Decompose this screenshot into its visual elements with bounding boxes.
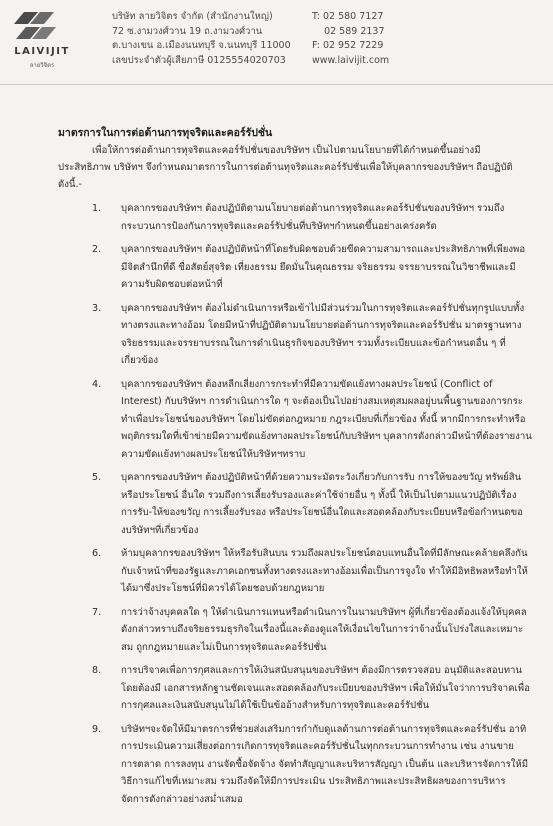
item-number: 2. [92,244,102,255]
item-number: 1. [92,203,102,214]
item-text: ห้ามบุคลากรของบริษัทฯ ให้หรือรับสินบน รวมถึงผลประโยชน์ตอบแทนอื่นใดที่มีลักษณะคล้ายคลึงกันกับเจ้าหน้าที่ของรัฐและภาคเอกชนทั้งทางตรงและทางอ้อมเพื่อเป็นการจูงใจ ทำให้มีอิทธิพลหรือทำให้ได้มาซึ่งประโยชน์ที่มิควรได้โดยชอบด้วยกฎหมาย [121,548,528,594]
logo-mark-icon [14,10,66,46]
tax-id-line: เลขประจำตัวผู้เสียภาษี 0125554020703 [112,54,286,66]
website-link: www.laivijit.com [312,54,390,66]
intro-paragraph: เพื่อให้การต่อต้านการทุจริตและคอร์รัปชั่นของบริษัทฯ เป็นไปตามนโยบายที่ได้กำหนดขึ้นอย่างมีประสิทธิภาพ บริษัทฯ จึงกำหนดมาตรการในการต่อต้านทุจริตและคอร์รัปชั่นเพื่อให้บุคลากรของบริษัทฯ ถือปฏิบัติ ดังนี้.- [58,145,513,190]
item-number: 8. [92,665,102,676]
phone-line: T: 02 580 7127 [312,11,384,22]
list-item [92,662,532,715]
measures-list [92,200,532,808]
item-text: การบริจาคเพื่อการกุศลและการให้เงินสนับสนุนของบริษัทฯ ต้องมีการตรวจสอบ อนุมัติและสอบทาน โดยต้องมี เอกสารหลักฐานชัดเจนและสอดคล้องกับระเบียบของบริษัทฯ เพื่อให้มั่นใจว่าการบริจาคเพื่อการกุศลและเงินสนับสนุนไม่ได้ใช้เป็นข้ออ้างสำหรับการทุจริตและคอร์รัปชั่น [121,665,530,711]
fax-line: F: 02 952 7229 [312,40,384,51]
item-number: 6. [92,548,102,559]
list-item [92,604,532,657]
list-item [92,241,532,294]
document-title: มาตรการในการต่อต้านการทุจริตและคอร์รัปชั่น [58,127,273,139]
list-item [92,300,532,370]
item-number: 4. [92,378,102,390]
logo-name: LAIVIJIT [14,46,70,57]
list-item [92,721,532,809]
item-text: บุคลากรของบริษัทฯ ต้องปฏิบัติตามนโยบายต่อต้านการทุจริตและคอร์รัปชั่นของบริษัทฯ รวมถึงกระบวนการป้องกันการทุจริตและคอร์รัปชั่นที่บริษัทฯกำหนดขึ้นอย่างเคร่งครัด [121,203,505,232]
item-number: 3. [92,302,102,314]
company-address [112,10,291,68]
list-item [92,376,532,464]
phone-line: 02 589 2137 [312,25,385,37]
item-number: 9. [92,723,102,735]
address-line: ต.บางเขน อ.เมืองนนทบุรี จ.นนทบุรี 11000 [112,40,291,51]
item-text: บริษัทฯจะจัดให้มีมาตรการที่ช่วยส่งเสริมการกำกับดูแลด้านการต่อต้านการทุจริตและคอร์รัปชั่น อาทิ การประเมินความเสี่ยงต่อการเกิดการทุจริตและคอร์รัปชั่นในทุกกระบวนการทำงาน เช่น งานขาย การตลาด การลงทุน งานจัดซื้อจัดจ้าง จัดทำสัญญาและบริหารสัญญา เป็นต้น และบริหารจัดการให้มีวิธีการแก้ไขที่เหมาะสม รวมถึงจัดให้มีการประเมิน ประสิทธิภาพและประสิทธิผลของการบริหารจัดการดังกล่าวอย่างสม่ำเสมอ [121,723,529,805]
item-text: บุคลากรของบริษัทฯ ต้องปฏิบัติหน้าที่ด้วยความระมัดระวังเกี่ยวกับการรับ การให้ของขวัญ ทรัพย์สินหรือประโยชน์ อื่นใด รวมถึงการเลี้ยงรับรองและค่าใช้จ่ายอื่น ๆ ทั้งนี้ ให้เป็นไปตามแนวปฏิบัติเรื่องการรับ-ให้ของขวัญ การเลี้ยงรับรอง หรือประโยชน์อื่นใดและสอดคล้องกับระเบียบหรือข้อกำหนดของบริษัทฯที่เกี่ยวข้อง [121,472,523,536]
letterhead-divider [0,84,553,85]
address-line: 72 ซ.งามวงศ์วาน 19 ถ.งามวงศ์วาน [112,25,263,37]
item-text: การว่าจ้างบุคคลใด ๆ ให้ดำเนินการแทนหรือดำเนินการในนามบริษัทฯ ผู้ที่เกี่ยวข้องต้องแจ้งให้บุคคลดังกล่าวทราบถึงจริยธรรมธุรกิจในเรื่องนี้และต้องดูแลให้เงื่อนไขในการว่าจ้างนั้นโปร่งใสและเหมาะสม ถูกกฎหมายและไม่เป็นการทุจริตและคอร์รัปชั่น [121,606,527,653]
company-contact [312,10,389,68]
item-number: 5. [92,472,102,483]
logo-subtext: ลายวิจิตร [29,62,55,69]
item-number: 7. [92,606,102,618]
list-item [92,545,532,598]
item-text: บุคลากรของบริษัทฯ ต้องไม่ดำเนินการหรือเข้าไปมีส่วนร่วมในการทุจริตและคอร์รัปชั่นทุกรูปแบบทั้งทางตรงและทางอ้อม โดยมีหน้าที่ปฏิบัติตามนโยบายต่อต้านการทุจริตและคอร์รัปชั่น มาตรฐานทางจริยธรรมและจรรยาบรรณในการดำเนินธุรกิจของบริษัทฯ รวมทั้งระเบียบและข้อกำหนดอื่น ๆ ที่เกี่ยวข้อง [121,302,525,366]
item-text: บุคลากรของบริษัทฯ ต้องปฏิบัติหน้าที่โดยรับผิดชอบด้วยขีดความสามารถและประสิทธิภาพที่เพียงพอ มีจิตสำนึกที่ดี ซื่อสัตย์สุจริต เที่ยงธรรม ยึดมั่นในคุณธรรม จริยธรรม จรรยาบรรณในวิชาชีพและมีความรับผิดชอบต่อหน้าที่ [121,244,526,290]
item-text: บุคลากรของบริษัทฯ ต้องหลีกเลี่ยงการกระทำที่มีความขัดแย้งทางผลประโยชน์ (Conflict of Interest) กับบริษัทฯ การดำเนินการใด ๆ จะต้องเป็นไปอย่างสมเหตุสมผลอยู่บนพื้นฐานของการกระทำเพื่อประโยชน์ของบริษัทฯ โดยไม่ขัดต่อกฎหมาย กฎระเบียบที่เกี่ยวข้อง ทั้งนี้ หากมีการกระทำหรือพฤติกรรมใดที่เข้าข่ายมีความขัดแย้งทางผลประโยชน์กับบริษัทฯ บุคลากรดังกล่าวมีหน้าที่ต้องรายงานความขัดแย้งทางผลประโยชน์ให้บริษัทฯทราบ [121,378,532,460]
address-line: บริษัท ลายวิจิตร จำกัด (สำนักงานใหญ่) [112,11,273,22]
list-item [92,469,532,539]
list-item [92,200,532,235]
